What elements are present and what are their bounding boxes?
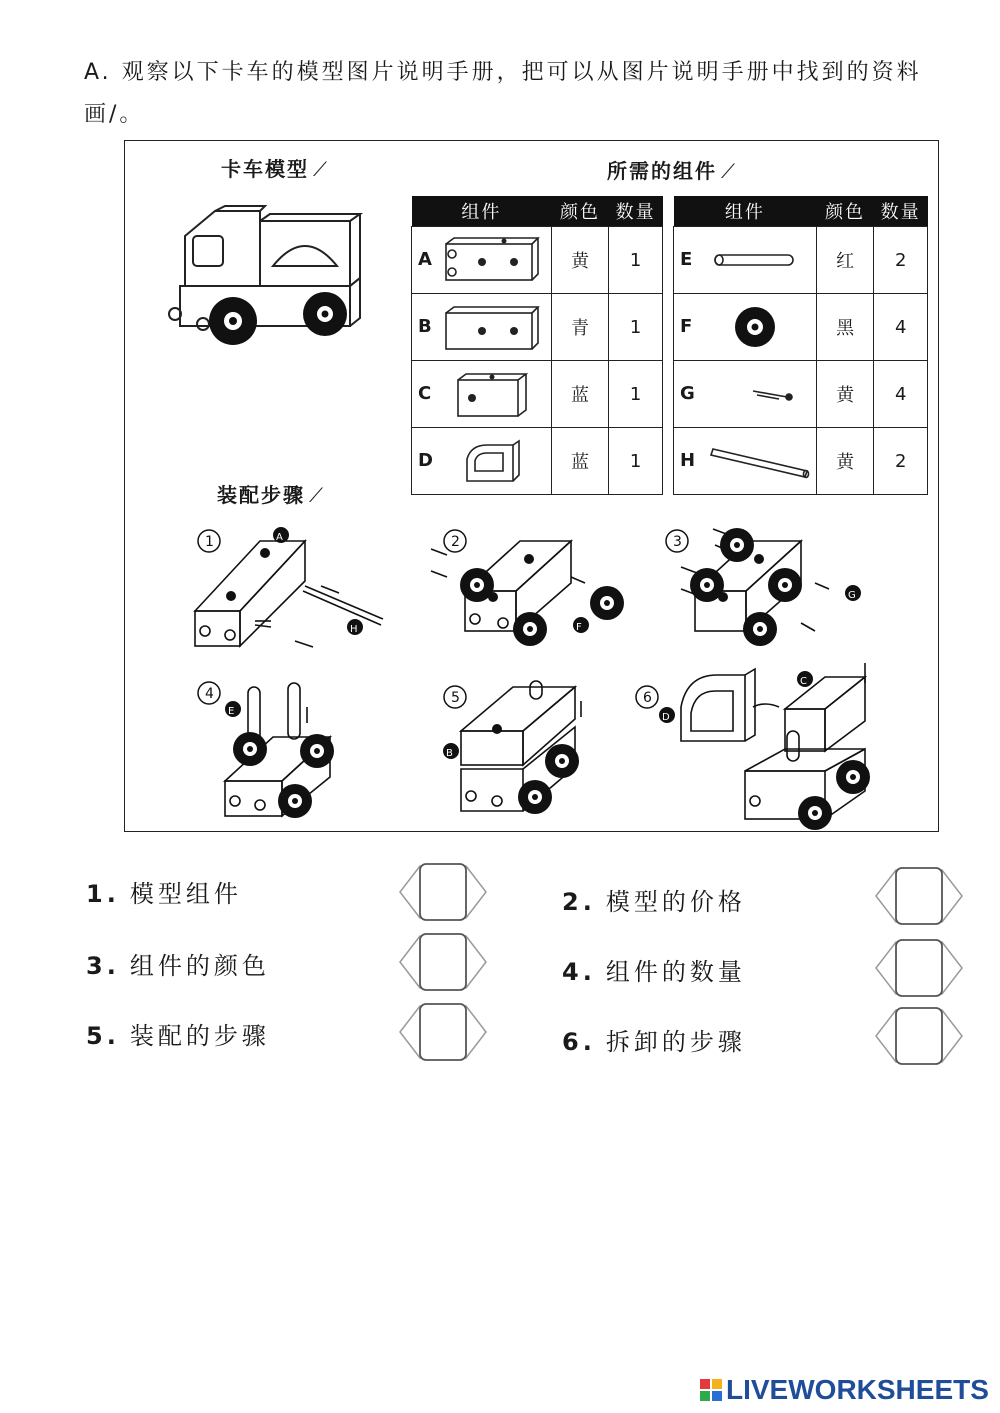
part-label: E xyxy=(680,249,693,270)
header-qty: 数量 xyxy=(874,196,928,227)
part-tag: H xyxy=(350,624,358,635)
part-qty: 2 xyxy=(874,428,928,495)
step-number: 2 xyxy=(451,534,460,550)
part-qty: 1 xyxy=(609,428,663,495)
answer-box-6[interactable] xyxy=(874,1004,964,1068)
header-part: 组件 xyxy=(674,196,817,227)
step-4-drawing xyxy=(198,682,334,818)
header-part: 组件 xyxy=(412,196,552,227)
question-1: 1. 模型组件 xyxy=(86,880,242,908)
part-tag: D xyxy=(662,712,670,723)
question-2: 2. 模型的价格 xyxy=(562,888,746,916)
answer-box-5[interactable] xyxy=(398,1000,488,1064)
header-qty: 数量 xyxy=(609,196,663,227)
part-label: D xyxy=(418,450,433,471)
assembly-steps-illustration xyxy=(125,141,937,831)
step-number: 1 xyxy=(205,534,214,550)
part-qty: 1 xyxy=(609,227,663,294)
part-label: F xyxy=(680,316,693,337)
part-label: C xyxy=(418,383,432,404)
header-color: 颜色 xyxy=(551,196,609,227)
answer-box-4[interactable] xyxy=(874,936,964,1000)
liveworksheets-logo xyxy=(700,1374,989,1406)
answer-box-2[interactable] xyxy=(874,864,964,928)
part-tag: A xyxy=(276,532,283,543)
answer-box-3[interactable] xyxy=(398,930,488,994)
instruction-manual xyxy=(124,140,939,832)
part-label: B xyxy=(418,316,432,337)
model-title: 卡车模型 ⟋ xyxy=(221,157,329,181)
part-tag: B xyxy=(446,748,453,759)
part-color: 黄 xyxy=(816,428,874,495)
part-color: 蓝 xyxy=(551,428,609,495)
answer-box-1[interactable] xyxy=(398,860,488,924)
header-color: 颜色 xyxy=(816,196,874,227)
part-color: 黄 xyxy=(816,361,874,428)
part-tag: E xyxy=(228,706,235,717)
step-3-drawing xyxy=(666,528,861,646)
part-qty: 2 xyxy=(874,227,928,294)
step-number: 5 xyxy=(451,690,460,706)
question-5: 5. 装配的步骤 xyxy=(86,1022,270,1050)
part-qty: 4 xyxy=(874,294,928,361)
instruction-text: A. 观察以下卡车的模型图片说明手册，把可以从图片说明手册中找到的资料画/。 xyxy=(84,60,922,127)
part-tag: C xyxy=(800,676,807,687)
question-4: 4. 组件的数量 xyxy=(562,958,746,986)
part-tag: F xyxy=(576,622,582,633)
step-number: 6 xyxy=(643,690,652,706)
question-6: 6. 拆卸的步骤 xyxy=(562,1028,746,1056)
part-color: 黑 xyxy=(816,294,874,361)
step-number: 4 xyxy=(205,686,214,702)
step-number: 3 xyxy=(673,534,682,550)
part-color: 青 xyxy=(551,294,609,361)
step-2-drawing xyxy=(431,530,624,646)
part-label: H xyxy=(680,450,696,471)
part-color: 蓝 xyxy=(551,361,609,428)
steps-title: 装配步骤 ⟋ xyxy=(217,483,325,507)
part-label: G xyxy=(680,383,695,404)
part-qty: 1 xyxy=(609,294,663,361)
part-color: 黄 xyxy=(551,227,609,294)
liveworksheets-logo-icon xyxy=(700,1379,722,1401)
step-1-drawing xyxy=(195,527,383,647)
part-qty: 1 xyxy=(609,361,663,428)
step-5-drawing xyxy=(443,681,581,814)
brand-name: LIVEWORKSHEETS xyxy=(726,1374,989,1405)
parts-title: 所需的组件 ⟋ xyxy=(607,159,737,183)
part-tag: G xyxy=(848,590,856,601)
part-qty: 4 xyxy=(874,361,928,428)
part-label: A xyxy=(418,249,432,270)
question-3: 3. 组件的颜色 xyxy=(86,952,270,980)
part-color: 红 xyxy=(816,227,874,294)
step-6-drawing xyxy=(636,663,870,830)
